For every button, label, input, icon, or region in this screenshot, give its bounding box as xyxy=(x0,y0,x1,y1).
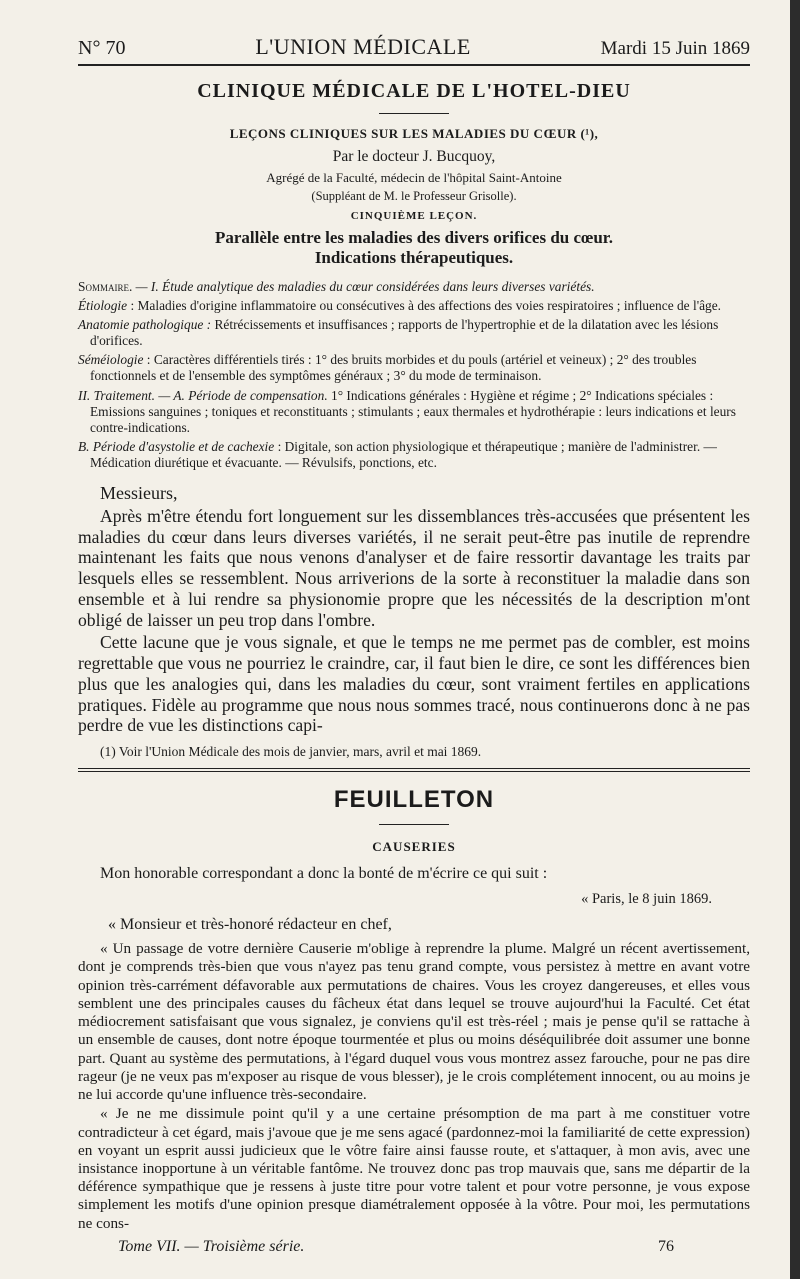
summary-item: B. Période d'asystolie et de cachexie : Digitale, son action physiologique et thérapeutique ; manière de l'administrer. — Médication diurétique et évacuante. — Révulsifs, ponctions, etc. xyxy=(78,438,717,470)
page-footer xyxy=(118,1238,674,1256)
summary-item: II. Traitement. — A. Période de compensation. 1° Indications générales : Hygiène et régime ; 2° Indications spéciales : Emissions sanguines ; toniques et reconstituants ; stimulants ; eaux thermales et hydrothérapie : leurs indications et leurs contre-indications. xyxy=(78,387,736,435)
section-title: CLINIQUE MÉDICALE DE L'HOTEL-DIEU xyxy=(197,80,631,102)
issue-date: Mardi 15 Juin 1869 xyxy=(600,38,750,59)
letter-salutation: « Monsieur et très-honoré rédacteur en chef, xyxy=(108,916,392,934)
body-paragraph: Cette lacune que je vous signale, et que le temps ne me permet pas de combler, est moins regrettable que vous ne pourriez le craindre, car, il faut bien le dire, ce sont les différences bien plus que les analogies qui, dans les maladies du cœur, sont vraiment fertiles en applications pratiques. Fidèle au programme que nous nous sommes tracé, nous continuerons donc à ne pas perdre de vue les distinctions capi- xyxy=(78,632,750,736)
page-header xyxy=(78,36,750,66)
lecture-author: Par le docteur J. Bucquoy, xyxy=(332,148,496,165)
footnote: (1) Voir l'Union Médicale des mois de janvier, mars, avril et mai 1869. xyxy=(100,744,482,760)
lecture-series: LEÇONS CLINIQUES SUR LES MALADIES DU CŒUR (¹), xyxy=(229,126,599,141)
lecture-title-line-2: Indications thérapeutiques. xyxy=(314,247,514,267)
feuilleton-paragraph: « Un passage de votre dernière Causerie m'oblige à reprendre la plume. Malgré un récent avertissement, dont je comprends très-bien que vous n'ayez pas tenu grand compte, vous persistez à mettre en avant votre opinion très-carrément défavorable aux permutations de chaires. Vous les croyez dangereuses, et elles vous semblent une des principales causes du fâcheux état dans lequel se trouve aujourd'hui la Faculté. Cet état médiocrement satisfaisant que vous signalez, je conviens qu'il est très-réel ; mais je pense qu'il se rattache à un ensemble de causes, dont notre époque tourmentée et plus ou moins déséquilibrée doit assumer une bonne part. Quant au système des permutations, à l'égard duquel vous vous montrez assez farouche, pour ne pas dire rageur (je ne veux pas m'exposer au risque de vous blesser), je le crois complétement innocent, ou au moins je ne lui accorde qu'une influence très-secondaire. xyxy=(78,940,750,1104)
summary-item: Séméiologie : Caractères différentiels tirés : 1° des bruits morbides et du pouls (artériel et veineux) ; 2° des troubles fonctionnels et de l'ensemble des symptômes généraux ; 3° du mode de terminaison. xyxy=(78,352,697,384)
summary-block xyxy=(78,279,750,471)
feuilleton-title: FEUILLETON xyxy=(333,786,495,814)
author-substitute: (Suppléant de M. le Professeur Grisolle). xyxy=(311,189,517,203)
author-affiliation: Agrégé de la Faculté, médecin de l'hôpital Saint-Antoine xyxy=(266,170,562,185)
feuilleton-divider xyxy=(78,768,750,772)
lecture-title xyxy=(78,228,750,267)
lecture-title-line-1: Parallèle entre les maladies des divers orifices du cœur. xyxy=(214,228,614,247)
feuilleton-body xyxy=(78,940,750,1233)
lecon-number: CINQUIÈME LEÇON. xyxy=(350,210,478,222)
body-paragraph: Après m'être étendu fort longuement sur les dissemblances très-accusées que présentent les maladies du cœur dans leurs diverses variétés, il ne serait peut-être pas inutile de reprendre maintenant les faits que nous venons d'analyser et de faire ressortir davantage les traits par lesquels elles se ressemblent. Nous arriverions de la sorte à reconstituer la maladie dans son ensemble et à lui rendre sa physionomie propre que les nécessités de la description m'ont obligé de laisser un peu trop dans l'ombre. xyxy=(78,505,750,630)
salutation: Messieurs, xyxy=(100,482,178,503)
page-number: 76 xyxy=(658,1238,674,1255)
journal-title: L'UNION MÉDICALE xyxy=(255,34,471,59)
feuilleton-rule xyxy=(379,824,449,825)
issue-number: N° 70 xyxy=(78,37,126,59)
article-body xyxy=(78,506,750,736)
title-rule xyxy=(379,113,449,114)
feuilleton-paragraph: « Je ne me dissimule point qu'il y a une certaine présomption de ma part à me constituer votre contradicteur à cet égard, mais j'avoue que je me sens agacé (pardonnez-moi la familiarité de cette expression) en voyant un esprit aussi judicieux que le vôtre faire ainsi fausse route, et s'attaquer, à mon avis, avec une insistance inopportune à un véritable fantôme. Ne trouvez donc pas trop mauvais que, sans me départir de la déférence sympathique que je ressens à juste titre pour votre talent et pour votre personne, je vous expose simplement les motifs d'une opinion presque diamétralement opposée à la vôtre. Pour moi, les permutations ne cons- xyxy=(78,1105,750,1232)
feuilleton-subtitle: CAUSERIES xyxy=(372,839,456,855)
feuilleton-intro: Mon honorable correspondant a donc la bonté de m'écrire ce qui suit : xyxy=(100,865,548,883)
summary-item: Étiologie : Maladies d'origine inflammatoire ou consécutives à des affections des voies respiratoires ; influence de l'âge. xyxy=(78,298,722,314)
summary-item: Sommaire. — I. Étude analytique des maladies du cœur considérées dans leurs diverses variétés. xyxy=(78,279,595,295)
letter-date: « Paris, le 8 juin 1869. xyxy=(581,891,712,908)
volume-info: Tome VII. — Troisième série. xyxy=(118,1238,305,1255)
summary-item: Anatomie pathologique : Rétrécissements et insuffisances ; rapports de l'hypertrophie et de la dilatation avec les lésions d'orifices. xyxy=(78,317,719,349)
